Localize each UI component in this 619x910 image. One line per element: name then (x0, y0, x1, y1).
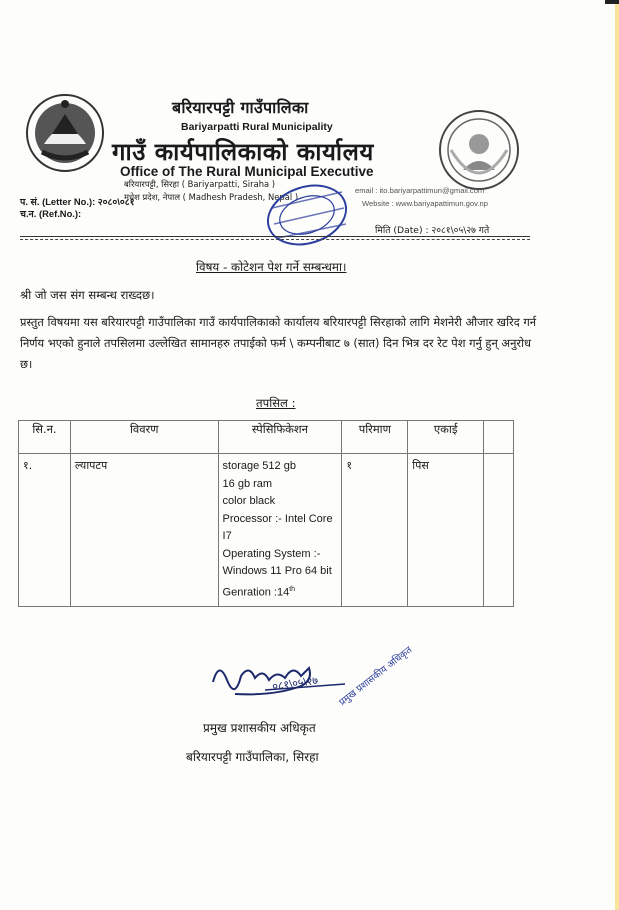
header-unit: एकाई (408, 421, 484, 454)
spec-superscript: th (289, 585, 296, 593)
cell-description: ल्यापटप (70, 454, 218, 607)
spec-line: 16 gb ram (222, 477, 273, 490)
designation-stamp: प्रमुख प्रशासकीय अधिकृत (337, 644, 415, 709)
header-specification: स्पेसिफिकेशन (218, 421, 342, 454)
municipality-name-en: Bariyarpatti Rural Municipality (181, 121, 333, 133)
spec-line: color black (222, 495, 276, 507)
page-edge-stripe (615, 0, 619, 910)
reference-number: च.न. (Ref.No.): (20, 208, 82, 219)
municipality-seal-logo (437, 108, 521, 192)
header-rule (20, 236, 530, 237)
spec-line: storage 512 gb (222, 460, 296, 472)
header-quantity: परिमाण (342, 421, 408, 454)
cell-unit: पिस (408, 454, 484, 607)
spec-line: Operating System :- Windows 11 Pro 64 bit (222, 547, 332, 577)
spec-line: Genration :14 (222, 586, 290, 599)
items-table (18, 420, 514, 607)
signature-date: ०८१\०५\२७ (271, 674, 319, 694)
cell-serial: १. (19, 454, 71, 607)
header-serial: सि.न. (19, 421, 71, 454)
spec-line: Processor :- Intel Core I7 (222, 512, 333, 542)
website-text: Website : www.bariyapattimun.gov.np (362, 199, 488, 208)
address-line-2: मधेश प्रदेश, नेपाल ( Madhesh Pradesh, Nepal ) (124, 192, 299, 202)
signatory-place: बरियारपट्टी गाउँपालिका, सिरहा (186, 750, 319, 764)
header-extra (484, 421, 514, 454)
page-edge-mark (605, 0, 619, 4)
spec-line-generation (223, 581, 338, 602)
tapsil-heading: तपसिल : (256, 396, 296, 410)
letter-date: मिति (Date) : २०८१\०५\२७ गते (375, 225, 490, 236)
table-header-row (19, 421, 514, 454)
letter-number: प. सं. (Letter No.): २०८०\०८१ (20, 196, 135, 207)
letter-body: प्रस्तुत विषयमा यस बरियारपट्टी गाउँपालिका गाउँ कार्यपालिकाको कार्यालय बरियारपट्टी सिरहाको लागि मेशनेरी औजार खरिद गर्न निर्णय भएको हुनाले तपसिलमा उल्लेखित सामानहरु तपाईको फर्म \ कम्पनीबाट ७ (सात) दिन भित्र दर रेट पेश गर्नु हुन् अनुरोध छ। (20, 315, 537, 371)
cell-extra (484, 454, 514, 607)
cell-specification (218, 454, 342, 607)
signatory-designation: प्रमुख प्रशासकीय अधिकृत (203, 721, 316, 735)
table-row (19, 454, 514, 607)
header-description: विवरण (70, 421, 218, 454)
office-name-en: Office of The Rural Municipal Executive (120, 164, 374, 179)
salutation: श्री जो जस संग सम्बन्ध राख्दछ। (20, 288, 155, 302)
nepal-emblem-logo (24, 92, 106, 174)
cell-quantity: १ (342, 454, 408, 607)
municipality-name-np: बरियारपट्टी गाउँपालिका (172, 98, 309, 117)
office-name-np: गाउँ कार्यपालिकाको कार्यालय (112, 138, 374, 166)
address-line-1: बरियारपट्टी, सिरहा ( Bariyarpatti, Siraha ) (124, 179, 276, 189)
subject-line: विषय - कोटेशन पेश गर्ने सम्बन्धमा। (196, 260, 347, 274)
email-text: email : ito.bariyarpattimun@gmail.com (355, 186, 485, 195)
header-dashed-rule (20, 239, 530, 240)
